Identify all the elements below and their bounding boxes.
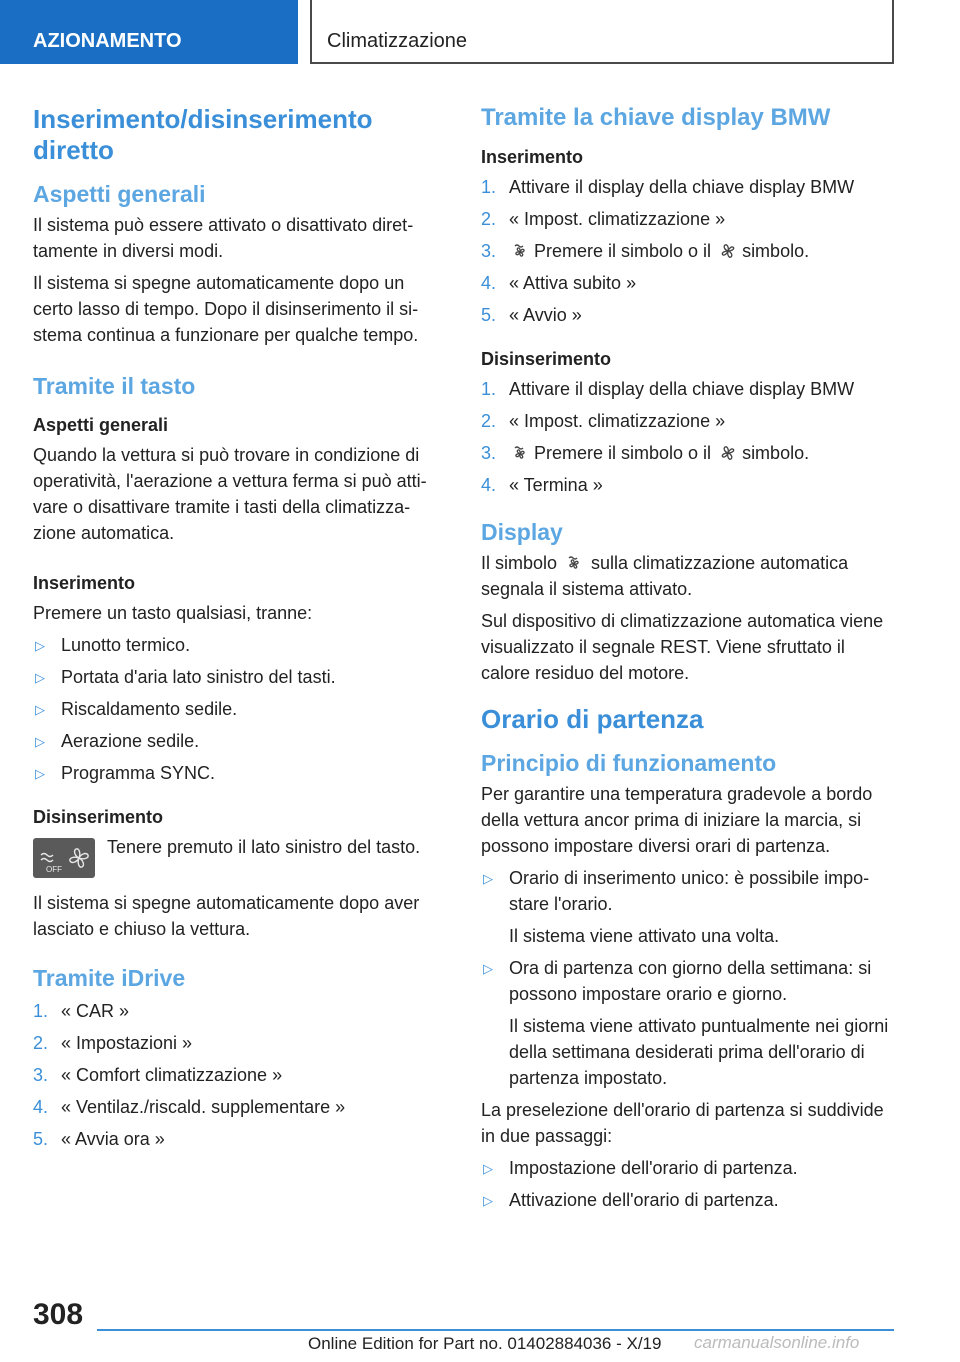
- list-item: 3. « Comfort climatizzazione »: [33, 1065, 283, 1085]
- right-column: [481, 104, 896, 1219]
- triangle-right-icon: ▷: [483, 1161, 493, 1176]
- triangle-right-icon: ▷: [483, 1193, 493, 1208]
- list-item: ▷ Attivazione dell'orario di partenza.: [481, 1187, 896, 1213]
- key-on-heading: Inserimento: [481, 147, 584, 167]
- list-item: ▷ Ora di partenza con giorno della settimana: si possono impostare orario e giorno. Il sistema viene attivato puntualmente nei giorni della settimana desiderati prima dell'orario di partenza impostato.: [483, 958, 889, 1088]
- list-item: 3. Premere il simbolo o il simbolo.: [481, 443, 810, 463]
- off-text: Tenere premuto il lato sinistro del tasto.: [107, 837, 421, 857]
- general-heading: Aspetti generali: [33, 181, 206, 207]
- fan-wave-icon: [567, 555, 581, 571]
- list-item: 5. « Avvio »: [481, 305, 582, 325]
- fan-wave-icon: [513, 243, 527, 259]
- fan-wave-icon: [513, 445, 527, 461]
- list-item: 2. « Impost. climatizzazione »: [481, 209, 726, 229]
- list-item: 4. « Termina »: [481, 475, 603, 495]
- list-item: ▷ Lunotto termico.: [33, 632, 445, 658]
- triangle-right-icon: ▷: [35, 638, 45, 653]
- departure-options: [481, 865, 896, 1091]
- list-item: 1. Attivare il display della chiave display BMW: [481, 177, 855, 197]
- off-instruction: [33, 834, 445, 884]
- list-item: ▷ Impostazione dell'orario di partenza.: [481, 1155, 896, 1181]
- header-chapter-tab: [310, 0, 894, 64]
- fan-icon: [721, 243, 735, 259]
- list-item: 2. « Impostazioni »: [33, 1033, 193, 1053]
- svg-text:OFF: OFF: [46, 865, 62, 874]
- list-item: 5. « Avvia ora »: [33, 1129, 165, 1149]
- triangle-right-icon: ▷: [483, 961, 493, 976]
- idrive-heading: Tramite iDrive: [33, 965, 186, 991]
- off-heading: Disinserimento: [33, 807, 164, 827]
- key-on-steps: [481, 174, 896, 328]
- triangle-right-icon: ▷: [35, 766, 45, 781]
- on-intro: Premere un tasto qualsiasi, tranne:: [33, 603, 313, 623]
- key-off-heading: Disinserimento: [481, 349, 612, 369]
- list-item: 4. « Ventilaz./riscald. supplementare »: [33, 1097, 346, 1117]
- footer-edition: Online Edition for Part no. 01402884036 - X/19: [308, 1334, 662, 1353]
- fan-icon: [721, 445, 735, 461]
- triangle-right-icon: ▷: [35, 702, 45, 717]
- departure-heading: Orario di partenza: [481, 704, 704, 734]
- list-item: ▷ Programma SYNC.: [33, 760, 445, 786]
- header-chapter-label: Climatizzazione: [327, 30, 468, 52]
- display-heading: Display: [481, 519, 563, 545]
- button-general-paragraph: Quando la vettura si può trovare in condizione di operatività, l'aerazione a vettura ferma si può attivare o disattivare tramite i tasti della climatizzazione automatica.: [33, 445, 427, 543]
- footer-divider: [97, 1329, 894, 1331]
- general-paragraph-2: Il sistema si spegne automaticamente dopo un certo lasso di tempo. Dopo il disinserimento il sistema continua a funzionare per qualche tempo.: [33, 273, 419, 345]
- triangle-right-icon: ▷: [35, 734, 45, 749]
- list-item: ▷ Portata d'aria lato sinistro del tasti.: [33, 664, 445, 690]
- key-heading: Tramite la chiave display BMW: [481, 104, 831, 131]
- header-section-label: AZIONAMENTO: [33, 30, 182, 52]
- fan-button-icon: [33, 838, 95, 878]
- preselection-paragraph: La preselezione dell'orario di partenza si suddivide in due passaggi:: [481, 1100, 884, 1146]
- key-off-steps: [481, 376, 896, 498]
- list-item: ▷ Orario di inserimento unico: è possibile impostare l'orario. Il sistema viene attivato una volta.: [483, 868, 870, 946]
- off-paragraph-2: Il sistema si spegne automaticamente dopo aver lasciato e chiuso la vettura.: [33, 893, 420, 939]
- display-paragraph-2: Sul dispositivo di climatizzazione automatica viene visualizzato il segnale REST. Viene sfruttato il calore residuo del motore.: [481, 611, 884, 683]
- list-item: ▷ Riscaldamento sedile.: [33, 696, 445, 722]
- list-item: 3. Premere il simbolo o il simbolo.: [481, 241, 810, 261]
- left-column: [33, 104, 445, 1158]
- button-heading: Tramite il tasto: [33, 373, 196, 399]
- list-item: ▷ Aerazione sedile.: [33, 728, 445, 754]
- principle-heading: Principio di funzionamento: [481, 750, 777, 776]
- triangle-right-icon: ▷: [483, 871, 493, 886]
- display-paragraph-1: Il simbolo sulla climatizzazione automatica segnala il sistema attivato.: [481, 553, 849, 599]
- list-item: 1. « CAR »: [33, 1001, 130, 1021]
- header-section-tab: [0, 0, 298, 64]
- general-paragraph-1: Il sistema può essere attivato o disattivato direttamente in diversi modi.: [33, 215, 414, 261]
- page-number: 308: [33, 1298, 84, 1331]
- list-item: 4. « Attiva subito »: [481, 273, 637, 293]
- on-exception-list: [33, 632, 445, 786]
- watermark: carmanualsonline.info: [694, 1333, 860, 1352]
- list-item: 1. Attivare il display della chiave display BMW: [481, 379, 855, 399]
- section-title: Inserimento/disinserimento diretto: [33, 104, 373, 165]
- preselection-steps: [481, 1155, 896, 1213]
- triangle-right-icon: ▷: [35, 670, 45, 685]
- list-item: 2. « Impost. climatizzazione »: [481, 411, 726, 431]
- idrive-steps: [33, 998, 445, 1152]
- principle-paragraph: Per garantire una temperatura gradevole a bordo della vettura ancor prima di iniziare la marcia, si possono impostare diversi orari di partenza.: [481, 784, 873, 856]
- button-general-heading: Aspetti generali: [33, 415, 169, 435]
- on-heading: Inserimento: [33, 573, 136, 593]
